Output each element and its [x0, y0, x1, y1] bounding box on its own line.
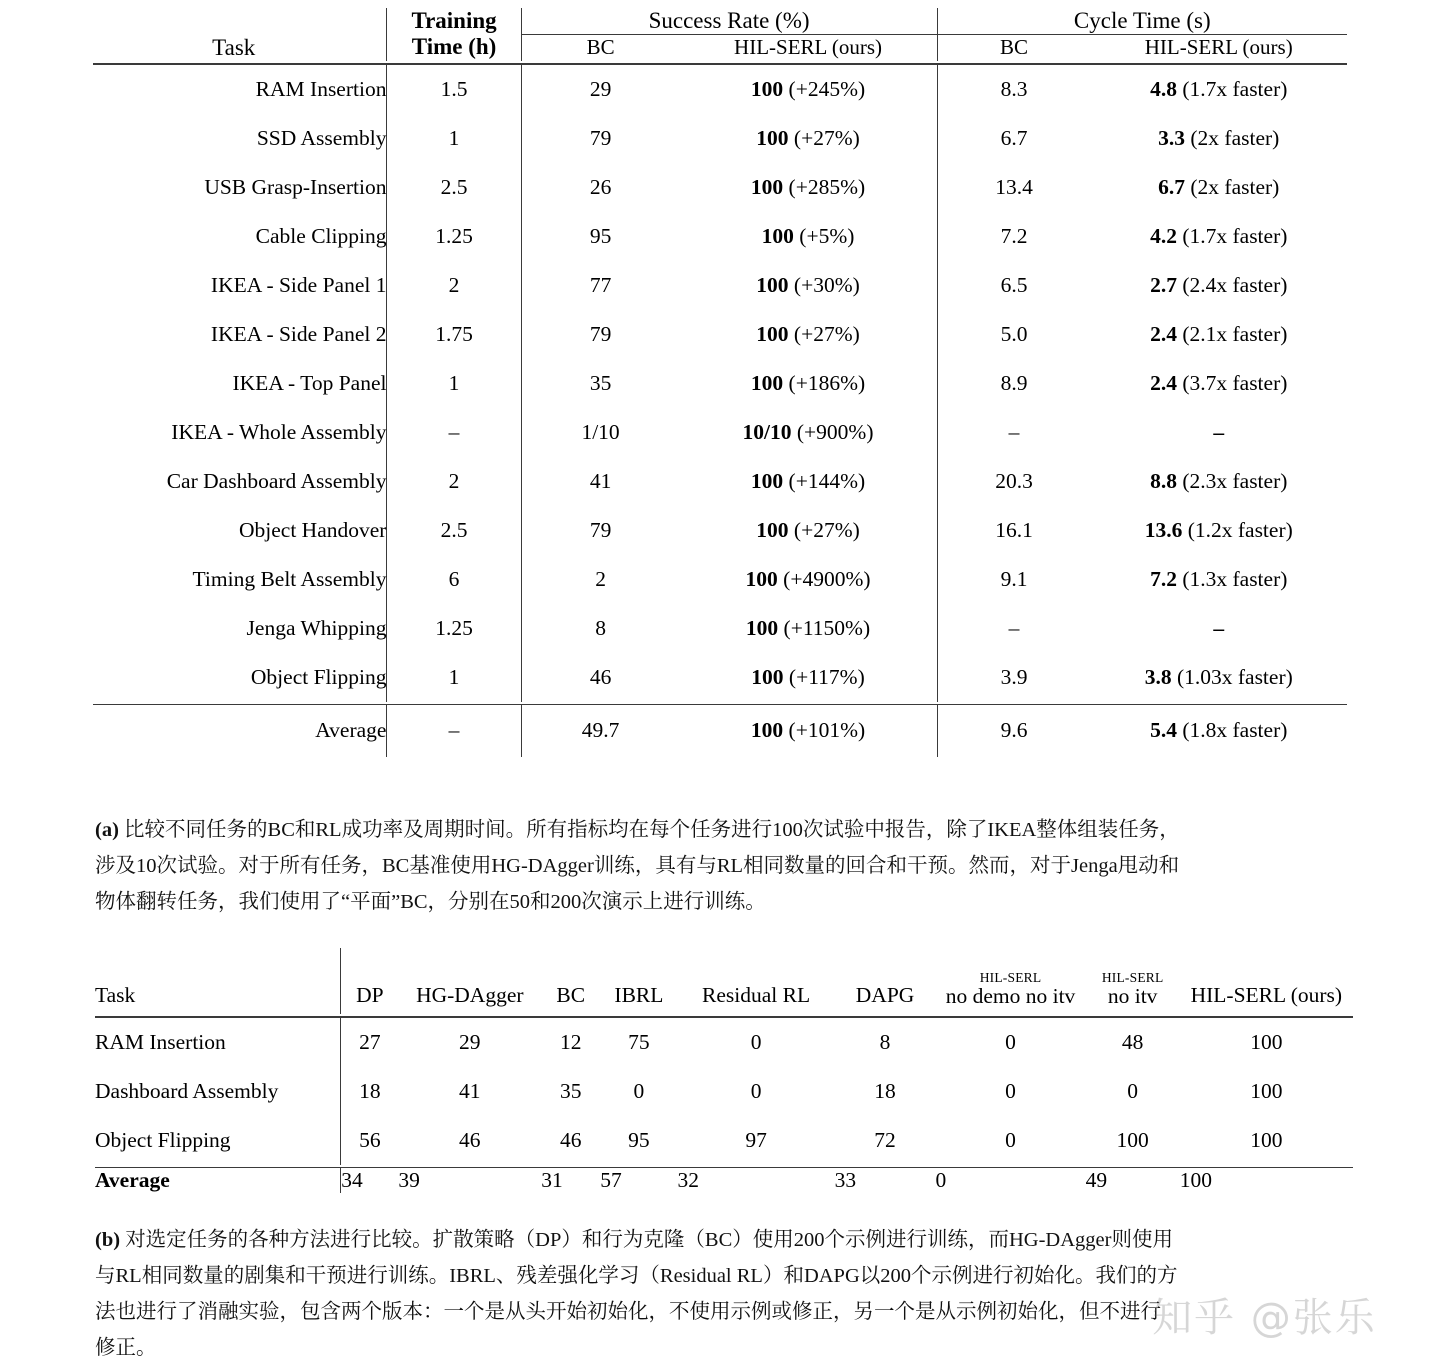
cell-ct-ours-value: 4.8 [1150, 76, 1177, 101]
cell-average-ours: 100 [1179, 1168, 1212, 1192]
cell-sr-ours-delta: (+27%) [788, 125, 860, 150]
cell-ct-ours [1091, 506, 1348, 555]
cell-average-dp: 34 [341, 1168, 399, 1194]
header-b-no-demo-no-itv-main: no demo no itv [945, 984, 1076, 1009]
caption-b-line-4: 修正。 [95, 1337, 157, 1359]
cell-training-time: 1.25 [387, 604, 521, 653]
cell-average-no-itv: 49 [1085, 1168, 1108, 1192]
cell-sr-bc: 41 [521, 457, 679, 506]
header-ct-ours: HIL-SERL (ours) [1144, 35, 1293, 60]
cell-hg-dagger: 41 [459, 1079, 481, 1103]
cell-training-time: 1.75 [387, 310, 521, 359]
caption-a-line-1: (a) 比较不同任务的BC和RL成功率及周期时间。所有指标均在每个任务进行100次试验中报告，除了IKEA整体组装任务， [95, 819, 1180, 841]
table-a-average-row [93, 704, 1347, 757]
cell-training-time: – [387, 408, 521, 457]
cell-ct-bc: 8.3 [937, 64, 1090, 114]
cell-ct-ours-speedup: (2x faster) [1185, 174, 1280, 199]
cell-dp: 27 [341, 1017, 399, 1067]
cell-ibrl: 75 [628, 1030, 650, 1054]
cell-ct-ours-value: 2.7 [1150, 272, 1177, 297]
cell-task: Object Flipping [95, 1128, 231, 1152]
cell-ct-ours [1091, 408, 1348, 457]
cell-sr-ours-delta: (+4900%) [777, 566, 871, 591]
cell-sr-ours-value: 100 [756, 125, 789, 150]
cell-ct-ours-value: 6.7 [1158, 174, 1186, 199]
cell-sr-bc: 79 [521, 310, 679, 359]
cell-ct-ours [1091, 310, 1348, 359]
cell-average-label: Average [315, 718, 387, 742]
cell-sr-ours-value: 10/10 [742, 419, 792, 444]
cell-sr-ours-delta: (+27%) [788, 517, 860, 542]
cell-average-bc: 31 [541, 1168, 563, 1192]
table-row [93, 212, 1347, 261]
cell-sr-bc: 79 [521, 114, 679, 163]
cell-sr-ours [680, 653, 938, 702]
table-row [93, 163, 1347, 212]
cell-sr-ours-value: 100 [750, 76, 784, 101]
cell-ct-ours-speedup: (1.7x faster) [1176, 76, 1288, 101]
cell-average-hg-dagger: 39 [398, 1168, 420, 1192]
cell-ct-ours [1091, 653, 1348, 702]
table-row [93, 653, 1347, 702]
cell-ct-ours [1091, 212, 1348, 261]
cell-sr-ours [680, 64, 938, 114]
cell-ct-ours [1091, 359, 1348, 408]
cell-ct-bc: 5.0 [937, 310, 1090, 359]
cell-no-itv: 48 [1121, 1030, 1144, 1054]
header-task: Task [212, 34, 256, 60]
table-row [93, 604, 1347, 653]
table-row [93, 555, 1347, 604]
cell-average-sr-bc: 49.7 [521, 704, 679, 757]
cell-sr-ours-delta: (+5%) [793, 223, 855, 248]
cell-sr-ours-value: 100 [745, 566, 778, 591]
cell-no-demo-no-itv: 0 [1005, 1128, 1016, 1152]
cell-ct-ours-value: – [1213, 615, 1225, 640]
cell-ct-ours [1091, 604, 1348, 653]
cell-average-ct-ours-value: 5.4 [1150, 718, 1177, 742]
header-b-no-itv [1086, 948, 1180, 1014]
caption-a-line-3: 物体翻转任务，我们使用了“平面”BC，分别在50和200次演示上进行训练。 [95, 891, 766, 913]
cell-ct-bc: 8.9 [937, 359, 1090, 408]
table-a-sub-header-row [93, 35, 1347, 61]
cell-ct-ours [1091, 261, 1348, 310]
cell-training-time: 1 [387, 114, 521, 163]
cell-sr-ours [680, 261, 938, 310]
cell-ct-bc: 7.2 [937, 212, 1090, 261]
caption-a-line-2: 涉及10次试验。对于所有任务，BC基准使用HG-DAgger训练，具有与RL相同数量的回合和干预。然而，对于Jenga甩动和 [95, 855, 1180, 877]
cell-sr-ours [680, 359, 938, 408]
cell-sr-ours-delta: (+900%) [791, 419, 874, 444]
table-a-body [93, 64, 1347, 705]
cell-ct-bc: 3.9 [937, 653, 1090, 702]
cell-training-time: 6 [387, 555, 521, 604]
cell-task: Dashboard Assembly [95, 1079, 279, 1103]
cell-ours: 100 [1250, 1079, 1283, 1103]
cell-sr-ours [680, 555, 938, 604]
cell-ours: 100 [1250, 1128, 1283, 1152]
cell-task: IKEA - Whole Assembly [171, 419, 387, 444]
table-b-header [95, 948, 1353, 1017]
cell-sr-ours-value: 100 [750, 370, 784, 395]
cell-ct-ours-speedup: (2x faster) [1185, 125, 1280, 150]
cell-sr-ours-delta: (+30%) [788, 272, 860, 297]
table-b-footer [95, 1168, 1353, 1194]
cell-average-label: Average [95, 1168, 170, 1192]
cell-task: Jenga Whipping [246, 615, 387, 640]
cell-sr-ours [680, 408, 938, 457]
cell-average-ct-bc: 9.6 [937, 704, 1090, 757]
table-row [93, 261, 1347, 310]
cell-sr-ours-value: 100 [745, 615, 779, 640]
cell-ct-ours-speedup: (2.4x faster) [1176, 272, 1288, 297]
table-row [93, 506, 1347, 555]
cell-bc: 35 [560, 1079, 582, 1103]
header-ct-bc: BC [937, 35, 1090, 61]
table-a-group-header-row [93, 8, 1347, 35]
cell-task: Timing Belt Assembly [192, 566, 387, 591]
header-training-time: Training Time (h) [387, 8, 521, 61]
header-b-dapg: DAPG [855, 983, 915, 1007]
cell-training-time: 2 [387, 457, 521, 506]
cell-task: SSD Assembly [256, 125, 387, 150]
cell-ct-ours-speedup: (1.3x faster) [1176, 566, 1288, 591]
header-b-no-itv-main: no itv [1107, 984, 1158, 1009]
header-b-ours: HIL-SERL (ours) [1190, 983, 1343, 1007]
cell-residual-rl: 0 [750, 1079, 762, 1103]
cell-sr-ours [680, 457, 938, 506]
cell-dapg: 18 [874, 1079, 896, 1103]
header-b-bc: BC [556, 983, 586, 1007]
cell-training-time: 1 [387, 359, 521, 408]
cell-ct-ours-value: 2.4 [1150, 370, 1177, 395]
cell-ct-bc: 6.5 [937, 261, 1090, 310]
cell-ct-bc: 13.4 [937, 163, 1090, 212]
cell-ct-ours-value: 3.3 [1158, 125, 1186, 150]
cell-dapg: 8 [879, 1030, 891, 1054]
cell-ct-ours-value: – [1213, 419, 1225, 444]
header-sr-ours: HIL-SERL (ours) [734, 35, 882, 60]
cell-ct-ours-speedup: (2.1x faster) [1176, 321, 1288, 346]
cell-task: Object Handover [239, 517, 387, 542]
cell-sr-bc: 95 [521, 212, 679, 261]
cell-task: RAM Insertion [255, 76, 387, 101]
header-b-dp: DP [341, 948, 399, 1014]
caption-b [95, 1222, 1347, 1366]
cell-ct-ours [1091, 163, 1348, 212]
cell-dp: 56 [341, 1116, 399, 1165]
table-row [93, 114, 1347, 163]
cell-sr-ours [680, 163, 938, 212]
cell-sr-ours-value: 100 [751, 664, 784, 689]
cell-task: Car Dashboard Assembly [166, 468, 387, 493]
table-row [95, 1067, 1353, 1116]
cell-ct-ours-value: 7.2 [1150, 566, 1177, 591]
cell-ct-ours-speedup: (1.2x faster) [1182, 517, 1293, 542]
cell-task: Object Flipping [250, 664, 387, 689]
cell-ours: 100 [1250, 1030, 1283, 1054]
cell-sr-ours [680, 604, 938, 653]
caption-a-label: (a) [95, 819, 119, 841]
cell-no-demo-no-itv: 0 [1005, 1079, 1016, 1103]
cell-ct-ours-speedup: (3.7x faster) [1176, 370, 1288, 395]
cell-ct-bc: – [937, 604, 1090, 653]
cell-sr-bc: 29 [521, 64, 679, 114]
table-a-footer [93, 704, 1347, 757]
cell-sr-ours-delta: (+186%) [783, 370, 866, 395]
cell-residual-rl: 97 [745, 1128, 767, 1152]
cell-ct-ours-speedup: (1.7x faster) [1176, 223, 1288, 248]
cell-sr-bc: 77 [521, 261, 679, 310]
table-row [93, 64, 1347, 114]
cell-ct-ours-value: 8.8 [1150, 468, 1177, 493]
cell-task: IKEA - Side Panel 2 [210, 321, 387, 346]
cell-sr-ours [680, 310, 938, 359]
cell-sr-ours [680, 212, 938, 261]
header-sr-bc: BC [521, 35, 679, 61]
cell-sr-ours-value: 100 [761, 223, 794, 248]
table-row [95, 1116, 1353, 1165]
results-table-b [95, 948, 1353, 1193]
header-b-residual-rl: Residual RL [702, 983, 811, 1007]
header-success-rate: Success Rate (%) [521, 8, 937, 35]
caption-b-line-2: 与RL相同数量的剧集和干预进行训练。IBRL、残差强化学习（Residual RL）和DAPG以200个示例进行初始化。我们的方 [95, 1265, 1178, 1287]
header-b-no-itv-super: HIL-SERL [1101, 970, 1164, 986]
table-row [95, 1017, 1353, 1067]
caption-b-label: (b) [95, 1229, 121, 1251]
watermark: 知乎 @张乐 [1152, 1295, 1377, 1341]
cell-training-time: 2.5 [387, 506, 521, 555]
cell-ibrl: 95 [628, 1128, 650, 1152]
cell-average-no-demo-no-itv: 0 [935, 1168, 947, 1192]
cell-sr-ours-delta: (+27%) [788, 321, 860, 346]
table-row [93, 359, 1347, 408]
cell-dp: 18 [341, 1067, 399, 1116]
cell-sr-bc: 2 [521, 555, 679, 604]
cell-ct-ours-value: 13.6 [1144, 517, 1183, 542]
cell-ct-bc: 20.3 [937, 457, 1090, 506]
cell-task: IKEA - Side Panel 1 [210, 272, 387, 297]
header-b-task: Task [95, 983, 136, 1007]
cell-ct-ours [1091, 555, 1348, 604]
cell-average-sr-ours-value: 100 [750, 718, 784, 742]
cell-average-residual-rl: 32 [677, 1168, 700, 1192]
table-a-corner-cell [93, 8, 387, 35]
header-b-ibrl: IBRL [614, 983, 664, 1007]
cell-sr-ours-value: 100 [756, 272, 789, 297]
cell-task: USB Grasp-Insertion [204, 174, 387, 199]
cell-average-ct-ours-speedup: (1.8x faster) [1176, 718, 1288, 742]
cell-average-sr-ours [680, 704, 938, 757]
cell-ct-ours [1091, 64, 1348, 114]
cell-bc: 12 [560, 1030, 582, 1054]
cell-sr-ours-delta: (+245%) [783, 76, 866, 101]
cell-hg-dagger: 29 [459, 1030, 481, 1054]
cell-training-time: 2 [387, 261, 521, 310]
cell-average-ct-ours [1091, 704, 1348, 757]
cell-sr-bc: 1/10 [521, 408, 679, 457]
cell-ibrl: 0 [633, 1079, 645, 1103]
cell-ct-bc: 16.1 [937, 506, 1090, 555]
cell-task: RAM Insertion [95, 1030, 226, 1054]
cell-task: Cable Clipping [255, 223, 387, 248]
cell-sr-bc: 79 [521, 506, 679, 555]
header-cycle-time: Cycle Time (s) [937, 8, 1347, 35]
cell-sr-bc: 26 [521, 163, 679, 212]
cell-average-dapg: 33 [834, 1168, 857, 1192]
results-table-a [93, 8, 1347, 757]
cell-ct-bc: 6.7 [937, 114, 1090, 163]
cell-sr-bc: 35 [521, 359, 679, 408]
caption-a [95, 812, 1347, 920]
cell-sr-ours-delta: (+144%) [783, 468, 866, 493]
table-a-header [93, 8, 1347, 64]
cell-training-time: 1.25 [387, 212, 521, 261]
header-b-hg-dagger: HG-DAgger [416, 983, 524, 1007]
cell-sr-bc: 46 [521, 653, 679, 702]
cell-sr-ours-value: 100 [750, 174, 784, 199]
cell-ct-ours-value: 3.8 [1144, 664, 1172, 689]
cell-training-time: 1.5 [387, 64, 521, 114]
header-b-no-demo-no-itv [935, 948, 1085, 1014]
cell-sr-ours-value: 100 [750, 468, 784, 493]
cell-residual-rl: 0 [750, 1030, 762, 1054]
cell-sr-ours-value: 100 [756, 517, 789, 542]
table-row [93, 310, 1347, 359]
cell-sr-ours-delta: (+285%) [783, 174, 866, 199]
cell-training-time: 2.5 [387, 163, 521, 212]
table-row [93, 408, 1347, 457]
cell-training-time: 1 [387, 653, 521, 702]
table-b-average-row [95, 1168, 1353, 1194]
cell-ct-ours-speedup: (2.3x faster) [1176, 468, 1288, 493]
cell-ct-ours [1091, 457, 1348, 506]
cell-dapg: 72 [874, 1128, 896, 1152]
cell-sr-ours-delta: (+1150%) [778, 615, 871, 640]
cell-average-sr-ours-delta: (+101%) [783, 718, 866, 742]
cell-task: IKEA - Top Panel [232, 370, 387, 395]
cell-sr-ours-delta: (+117%) [783, 664, 865, 689]
cell-average-ibrl: 57 [600, 1168, 622, 1192]
header-b-no-demo-no-itv-super: HIL-SERL [979, 970, 1042, 986]
cell-hg-dagger: 46 [459, 1128, 481, 1152]
cell-no-itv: 0 [1127, 1079, 1138, 1103]
cell-ct-bc: – [937, 408, 1090, 457]
cell-no-demo-no-itv: 0 [1005, 1030, 1016, 1054]
caption-b-line-1: (b) 对选定任务的各种方法进行比较。扩散策略（DP）和行为克隆（BC）使用200个示例进行训练，而HG-DAgger则使用 [95, 1229, 1173, 1251]
cell-sr-ours [680, 114, 938, 163]
cell-ct-ours-value: 4.2 [1150, 223, 1177, 248]
cell-average-training-time: – [387, 704, 521, 757]
cell-no-itv: 100 [1116, 1128, 1149, 1152]
cell-bc: 46 [560, 1128, 582, 1152]
cell-sr-bc: 8 [521, 604, 679, 653]
table-b-header-row [95, 948, 1353, 1014]
cell-ct-ours-speedup: (1.03x faster) [1171, 664, 1293, 689]
cell-sr-ours [680, 506, 938, 555]
table-row [93, 457, 1347, 506]
cell-ct-ours-value: 2.4 [1150, 321, 1177, 346]
table-b-body [95, 1017, 1353, 1168]
cell-sr-ours-value: 100 [756, 321, 789, 346]
cell-ct-ours [1091, 114, 1348, 163]
caption-b-line-3: 法也进行了消融实验，包含两个版本：一个是从头开始初始化，不使用示例或修正，另一个是从示例初始化，但不进行 [95, 1301, 1161, 1323]
cell-ct-bc: 9.1 [937, 555, 1090, 604]
